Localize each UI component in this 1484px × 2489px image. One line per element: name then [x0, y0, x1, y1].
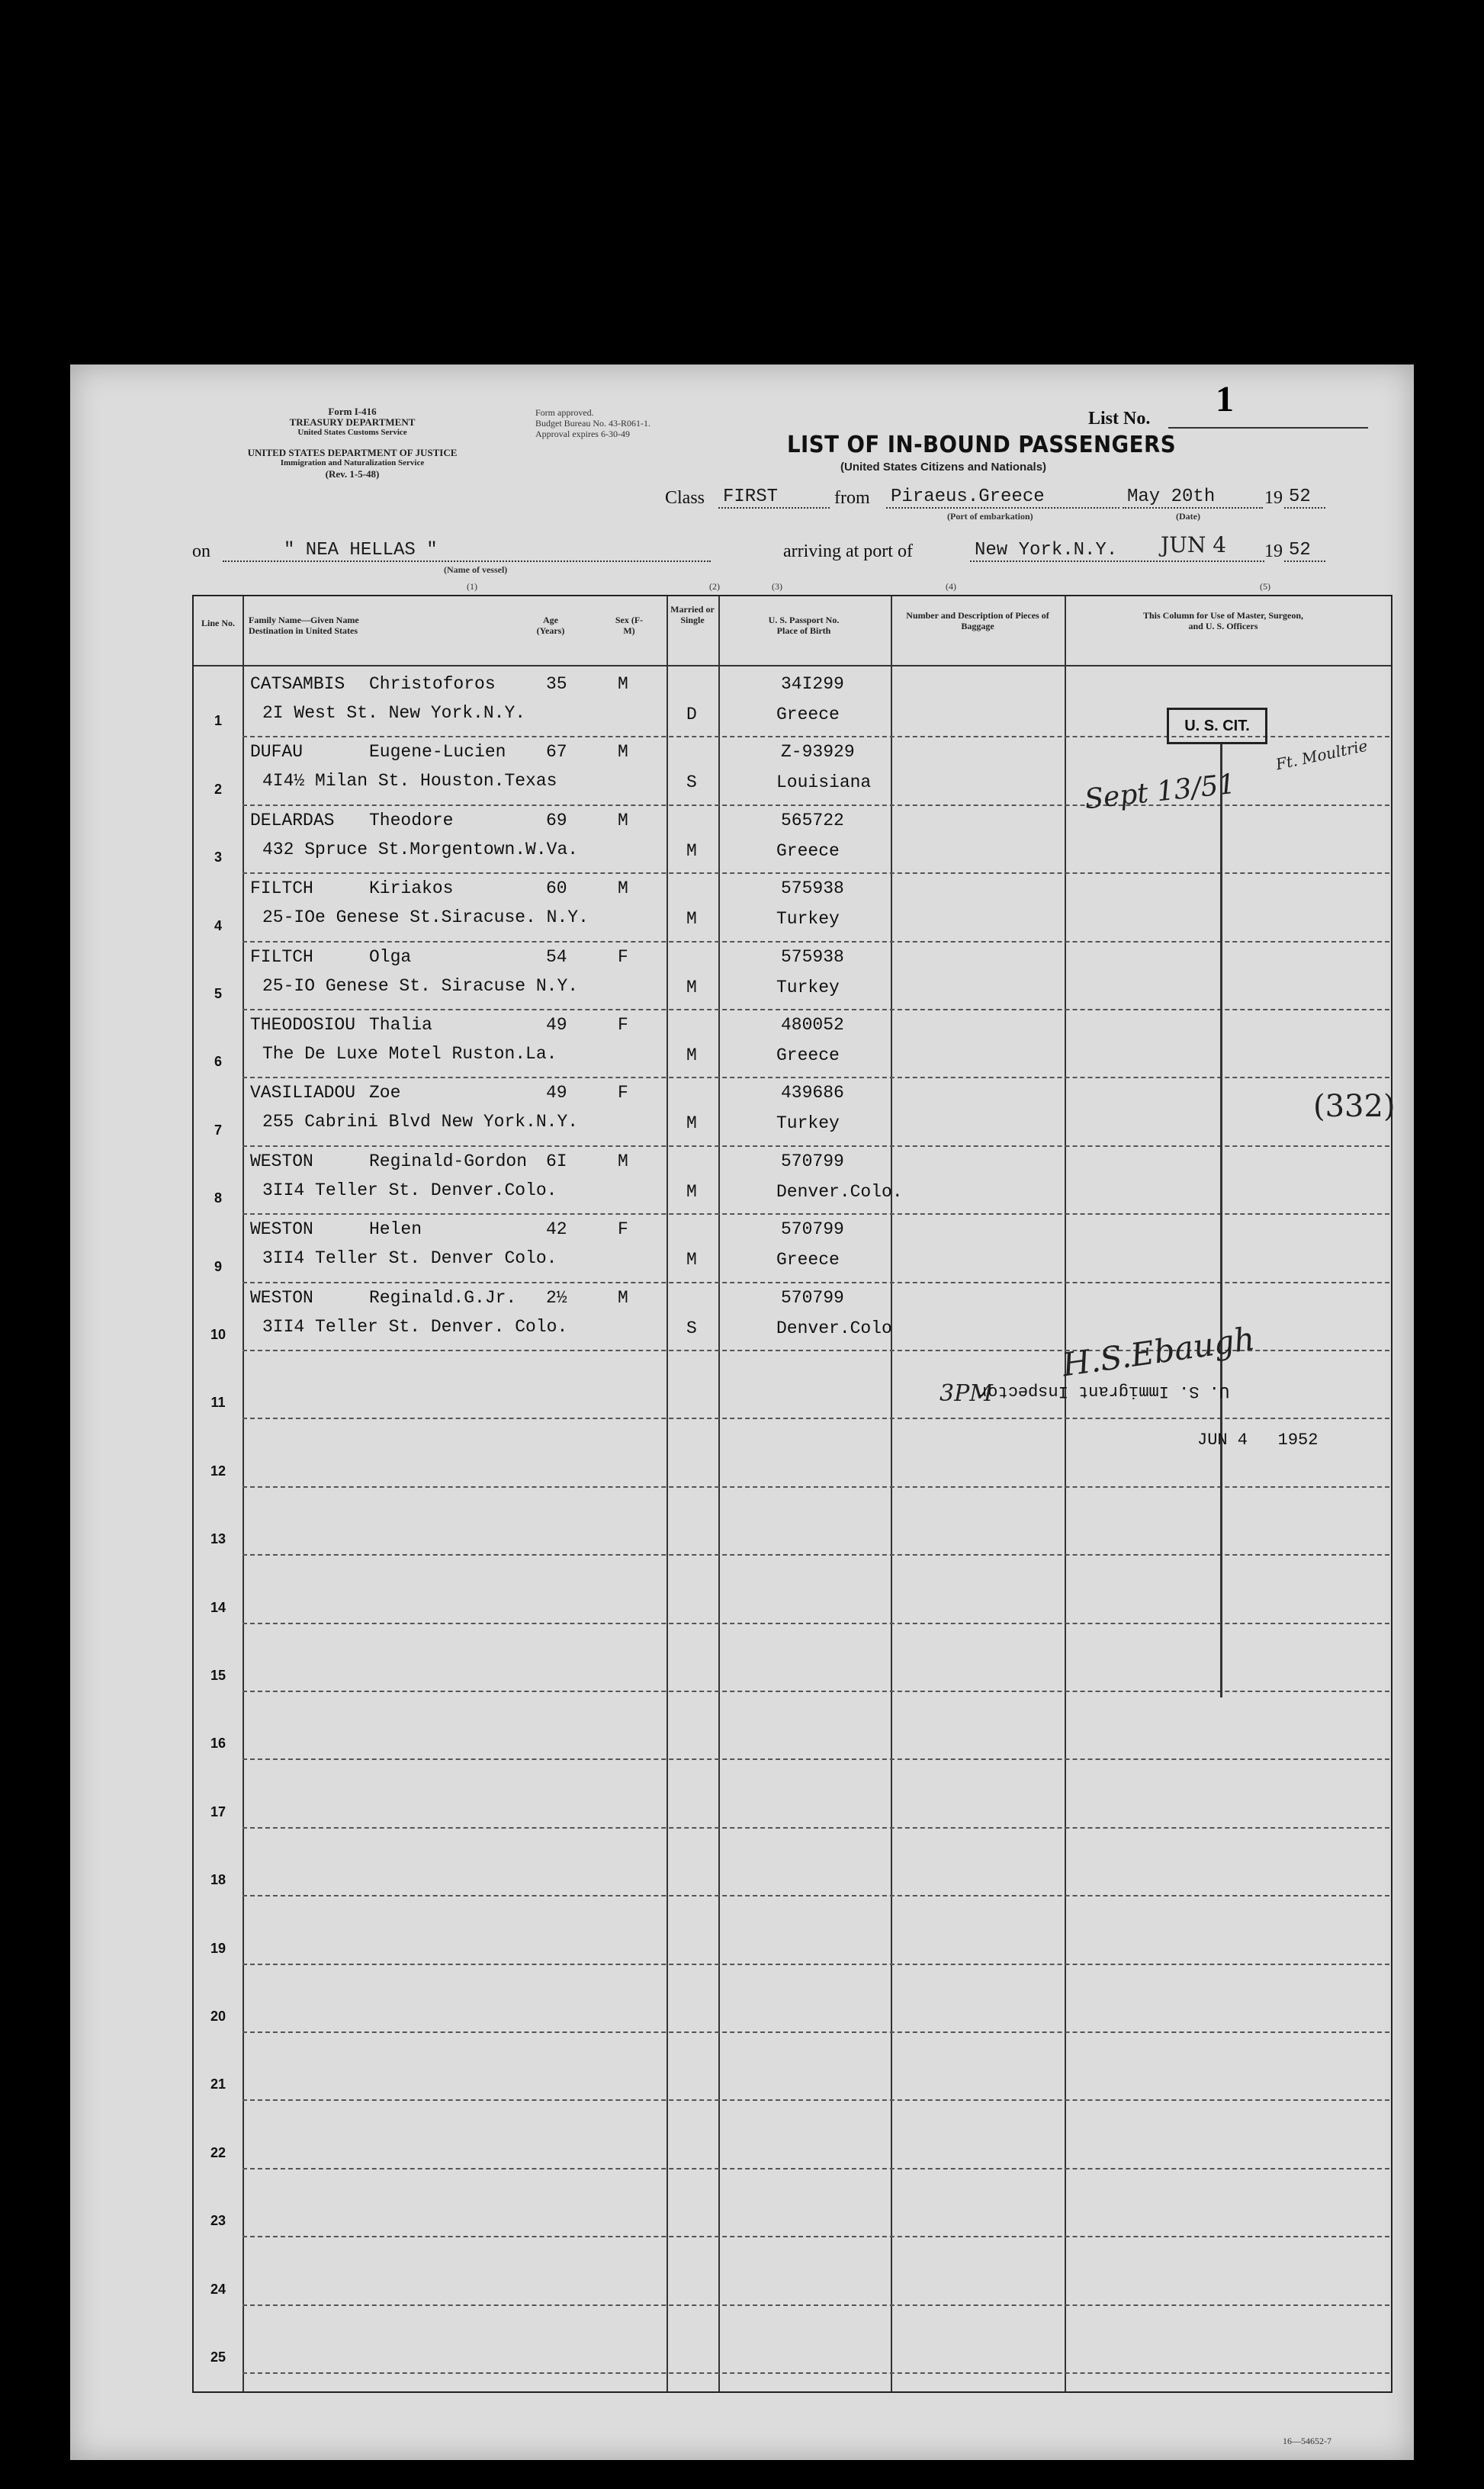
line-number: 10 — [210, 1327, 226, 1342]
place-of-birth: Greece — [776, 1045, 840, 1065]
row-separator — [243, 872, 1389, 874]
passenger-marital-status: M — [686, 840, 697, 861]
row-separator — [243, 1418, 1389, 1419]
line-number: 19 — [210, 1940, 226, 1956]
passenger-age: 54 — [546, 946, 567, 967]
passenger-given-name: Theodore — [369, 810, 454, 830]
line-number: 20 — [210, 2009, 226, 2024]
inspector-signature: H.S.Ebaugh — [1059, 1319, 1258, 1384]
line-number: 22 — [210, 2144, 226, 2160]
immigration-service: Immigration and Naturalization Service — [280, 458, 425, 467]
row-separator — [243, 2304, 1389, 2306]
on-label: on — [192, 541, 210, 561]
line-number: 2 — [214, 781, 222, 797]
ft-moultrie-note: Ft. Moultrie — [1274, 736, 1370, 774]
row-separator — [243, 2031, 1389, 2033]
document-title: LIST OF IN-BOUND PASSENGERS — [787, 432, 1177, 458]
revision-date: (Rev. 1-5-48) — [325, 468, 380, 480]
passenger-destination: The De Luxe Motel Ruston.La. — [262, 1044, 557, 1064]
reference-number: (332) — [1313, 1089, 1396, 1124]
header-sex: Sex (F-M) — [615, 615, 644, 636]
passport-number: 570799 — [781, 1151, 844, 1171]
row-separator — [243, 1213, 1389, 1215]
budget-bureau: Budget Bureau No. 43-R061-1. — [535, 418, 650, 429]
passenger-sex: M — [618, 1151, 628, 1171]
passenger-sex: F — [618, 1083, 628, 1103]
header-name: Family Name—Given Name — [249, 615, 359, 625]
line-number: 24 — [210, 2281, 226, 2297]
line-number: 18 — [210, 1872, 226, 1888]
approval-expires: Approval expires 6-30-49 — [535, 429, 630, 439]
passenger-age: 69 — [546, 810, 567, 830]
row-separator — [243, 1009, 1389, 1010]
column-number: (4) — [946, 581, 956, 592]
place-of-birth: Turkey — [776, 977, 840, 997]
line-number: 9 — [214, 1258, 222, 1274]
passenger-destination: 3II4 Teller St. Denver.Colo. — [262, 1180, 557, 1200]
passenger-given-name: Reginald.G.Jr. — [369, 1287, 517, 1308]
row-separator — [243, 1827, 1389, 1829]
line-number: 7 — [214, 1122, 222, 1138]
line-number: 25 — [210, 2349, 226, 2365]
line-number: 13 — [210, 1531, 226, 1547]
passenger-family-name: DELARDAS — [250, 810, 335, 830]
passenger-marital-status: M — [686, 1181, 697, 1202]
passenger-marital-status: S — [686, 1318, 697, 1338]
passenger-destination: 3II4 Teller St. Denver. Colo. — [262, 1316, 568, 1337]
column-divider — [718, 596, 720, 2391]
line-number: 4 — [214, 917, 222, 933]
list-no-value: 1 — [1216, 379, 1234, 419]
passenger-marital-status: M — [686, 1250, 697, 1270]
place-of-birth: Denver.Colo. — [776, 1181, 903, 1202]
embarkation-date: May 20th — [1123, 487, 1263, 509]
header-divider — [194, 665, 1391, 666]
passport-number: 575938 — [781, 878, 844, 899]
document-subtitle: (United States Citizens and Nationals) — [840, 461, 1047, 474]
passport-number: 575938 — [781, 946, 844, 967]
line-number: 14 — [210, 1599, 226, 1615]
passenger-destination: 4I4½ Milan St. Houston.Texas — [262, 771, 557, 792]
passenger-family-name: THEODOSIOU — [250, 1015, 356, 1035]
column-divider — [243, 596, 244, 2391]
header-married: Married or Single — [670, 604, 715, 625]
passenger-marital-status: M — [686, 1113, 697, 1134]
list-no-underline — [1168, 427, 1368, 429]
passenger-family-name: VASILIADOU — [250, 1083, 356, 1103]
column-divider — [1065, 596, 1066, 2391]
passenger-family-name: FILTCH — [250, 946, 313, 967]
date-caption: (Date) — [1176, 511, 1200, 522]
department-of-justice: UNITED STATES DEPARTMENT OF JUSTICE — [247, 447, 458, 458]
passenger-marital-status: M — [686, 1045, 697, 1065]
passport-number: 570799 — [781, 1219, 844, 1240]
place-of-birth: Turkey — [776, 1113, 840, 1134]
passenger-age: 42 — [546, 1219, 567, 1240]
passenger-age: 49 — [546, 1015, 567, 1035]
passenger-given-name: Kiriakos — [369, 878, 454, 899]
citizen-bracket-line — [1220, 744, 1222, 1697]
header-line-no: Line No. — [201, 618, 235, 628]
passport-number: 34I299 — [781, 674, 844, 694]
header-officers: This Column for Use of Master, Surgeon, and U. S. Officers — [1142, 610, 1303, 631]
passenger-destination: 3II4 Teller St. Denver Colo. — [262, 1248, 557, 1269]
arrival-year-prefix: 19 — [1264, 541, 1283, 561]
inspection-date: JUN 4 1952 — [1197, 1431, 1319, 1450]
column-divider — [667, 596, 668, 2391]
passenger-sex: M — [618, 674, 628, 694]
arrival-date-stamp: JUN 4 — [1161, 532, 1227, 557]
line-number: 5 — [214, 986, 222, 1001]
row-separator — [243, 2099, 1389, 2101]
passenger-destination: 25-IO Genese St. Siracuse N.Y. — [262, 975, 579, 996]
arriving-label: arriving at port of — [783, 541, 913, 561]
passenger-marital-status: D — [686, 705, 697, 724]
header-baggage: Number and Description of Pieces of Baggage — [906, 610, 1049, 631]
row-separator — [243, 1691, 1389, 1692]
place-of-birth: Greece — [776, 1250, 840, 1270]
passenger-destination: 432 Spruce St.Morgentown.W.Va. — [262, 839, 579, 859]
passenger-sex: F — [618, 1219, 628, 1240]
passenger-age: 67 — [546, 742, 567, 763]
passenger-given-name: Christoforos — [369, 674, 496, 694]
line-number: 23 — [210, 2213, 226, 2229]
vessel-name: " NEA HELLAS " — [223, 540, 711, 562]
passenger-given-name: Olga — [369, 946, 412, 967]
inspector-title: U. S. Immigrant Inspector — [978, 1382, 1230, 1401]
column-number: (5) — [1260, 581, 1270, 592]
place-of-birth: Turkey — [776, 909, 840, 930]
passenger-family-name: FILTCH — [250, 878, 313, 899]
passport-number: 565722 — [781, 810, 844, 830]
passenger-sex: F — [618, 946, 628, 967]
passport-number: 439686 — [781, 1083, 844, 1103]
form-approved: Form approved. — [535, 407, 594, 418]
passenger-age: 35 — [546, 674, 567, 694]
passenger-family-name: WESTON — [250, 1219, 313, 1240]
year-prefix: 19 — [1264, 488, 1283, 508]
line-number: 11 — [210, 1395, 226, 1411]
line-number: 21 — [210, 2076, 226, 2092]
from-label: from — [834, 488, 870, 508]
passenger-destination: 2I West St. New York.N.Y. — [262, 703, 526, 723]
column-divider — [891, 596, 892, 2391]
passenger-age: 6I — [546, 1151, 567, 1171]
passenger-marital-status: M — [686, 977, 697, 997]
row-separator — [243, 1964, 1389, 1965]
line-number: 6 — [214, 1054, 222, 1070]
line-number: 3 — [214, 849, 222, 866]
passport-number: Z-93929 — [781, 742, 855, 763]
treasury-department: TREASURY DEPARTMENT — [289, 416, 416, 428]
passenger-marital-status: M — [686, 909, 697, 930]
line-number: 17 — [210, 1803, 226, 1819]
row-separator — [243, 2236, 1389, 2237]
passenger-given-name: Thalia — [369, 1015, 432, 1035]
passenger-age: 60 — [546, 878, 567, 899]
arrival-port: New York.N.Y. — [970, 540, 1264, 562]
passenger-given-name: Helen — [369, 1219, 422, 1240]
row-separator — [243, 941, 1389, 943]
row-separator — [243, 1623, 1389, 1624]
passenger-sex: M — [618, 878, 628, 899]
passenger-family-name: WESTON — [250, 1151, 313, 1171]
line-number: 16 — [210, 1736, 226, 1752]
passenger-given-name: Reginald-Gordon — [369, 1151, 528, 1171]
passenger-destination: 25-IOe Genese St.Siracuse. N.Y. — [262, 907, 589, 928]
column-number: (3) — [772, 581, 782, 592]
list-no-label: List No. — [1088, 409, 1151, 429]
header-passport: U. S. Passport No. — [768, 615, 840, 625]
row-separator — [243, 1486, 1389, 1488]
place-of-birth: Louisiana — [776, 772, 872, 793]
row-separator — [243, 1554, 1389, 1556]
us-citizen-stamp: U. S. CIT. — [1167, 708, 1267, 744]
passenger-sex: M — [618, 1287, 628, 1308]
header-age: Age (Years) — [536, 615, 565, 636]
row-separator — [243, 2372, 1389, 2374]
class-label: Class — [665, 488, 705, 508]
passenger-list-document — [70, 365, 1414, 2460]
footer-code: 16—54652-7 — [1283, 2436, 1331, 2446]
passenger-given-name: Zoe — [369, 1083, 401, 1103]
passport-number: 480052 — [781, 1015, 844, 1035]
passenger-sex: F — [618, 1015, 628, 1035]
passenger-given-name: Eugene-Lucien — [369, 742, 506, 763]
time-note: 3PM — [940, 1380, 993, 1407]
port-of-embarkation-caption: (Port of embarkation) — [947, 511, 1033, 522]
passport-number: 570799 — [781, 1287, 844, 1308]
passenger-sex: M — [618, 810, 628, 830]
place-of-birth: Denver.Colo — [776, 1318, 892, 1338]
row-separator — [243, 1077, 1389, 1078]
header-birth: Place of Birth — [776, 625, 831, 636]
year-value: 52 — [1284, 487, 1325, 509]
port-of-embarkation: Piraeus.Greece — [886, 487, 1119, 509]
row-separator — [243, 1145, 1389, 1147]
sept-date-note: Sept 13/51 — [1083, 768, 1238, 816]
line-number: 12 — [210, 1463, 226, 1479]
line-number: 8 — [214, 1190, 222, 1206]
passenger-table — [192, 595, 1392, 2393]
customs-service: United States Customs Service — [297, 428, 407, 437]
header-destination: Destination in United States — [249, 625, 358, 636]
passenger-destination: 255 Cabrini Blvd New York.N.Y. — [262, 1112, 579, 1132]
row-separator — [243, 1895, 1389, 1896]
row-separator — [243, 1758, 1389, 1760]
passenger-family-name: WESTON — [250, 1287, 313, 1308]
vessel-caption: (Name of vessel) — [444, 564, 508, 575]
row-separator — [243, 1282, 1389, 1283]
line-number: 1 — [214, 713, 222, 729]
passenger-family-name: CATSAMBIS — [250, 674, 345, 694]
place-of-birth: Greece — [776, 840, 840, 861]
column-number: (2) — [709, 581, 720, 592]
class-value: FIRST — [718, 487, 830, 509]
passenger-family-name: DUFAU — [250, 742, 304, 763]
place-of-birth: Greece — [776, 705, 840, 724]
passenger-age: 49 — [546, 1083, 567, 1103]
passenger-age: 2½ — [546, 1287, 567, 1308]
row-separator — [243, 805, 1389, 806]
line-number: 15 — [210, 1668, 226, 1683]
passenger-marital-status: S — [686, 772, 697, 793]
form-number: Form I-416 — [328, 406, 377, 417]
passenger-sex: M — [618, 742, 628, 763]
arrival-year-value: 52 — [1284, 540, 1325, 562]
column-number: (1) — [467, 581, 477, 592]
row-separator — [243, 2168, 1389, 2169]
